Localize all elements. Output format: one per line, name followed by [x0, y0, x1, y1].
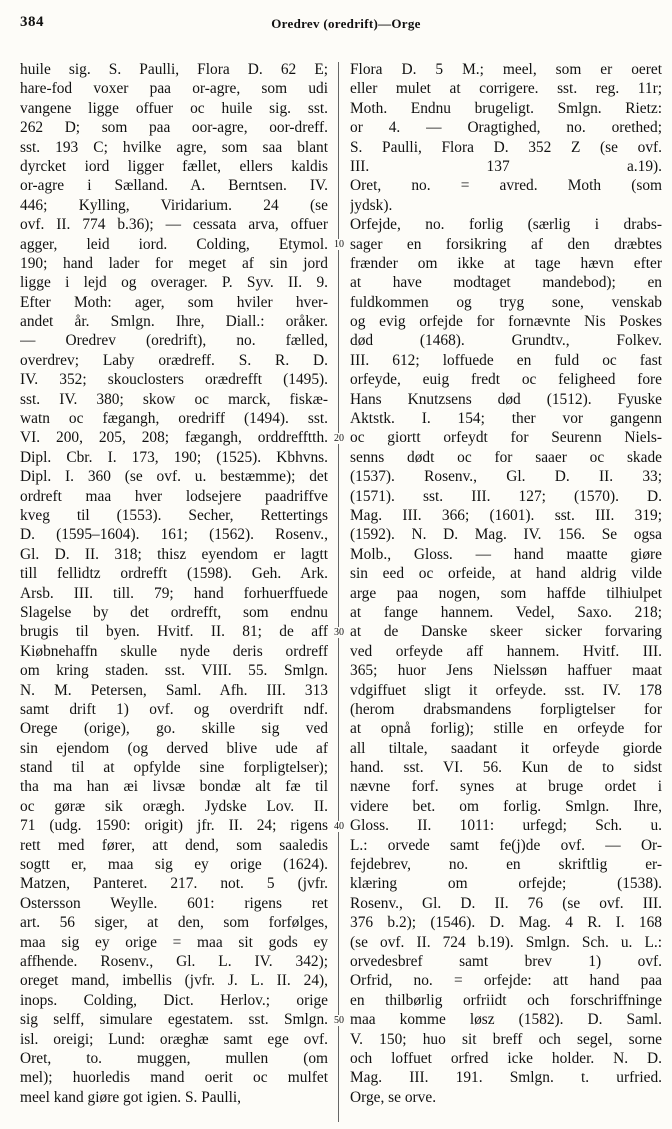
- text-line: isl. oreigi; Lund: oræghæ samt ege ovf.: [20, 1030, 328, 1048]
- text-line: tha ma han æi livsæ bondæ alt fæ til: [20, 778, 328, 796]
- text-line: maa komme løsz (1582). D. Saml.: [350, 1011, 662, 1029]
- text-line: Orfejde, no. forlig (særlig i drabs-: [350, 216, 662, 234]
- text-line: art. 56 siger, at den, som forfølges,: [20, 914, 328, 932]
- text-line: Matzen, Panteret. 217. not. 5 (jvfr.: [20, 875, 328, 893]
- left-column: [20, 60, 328, 1107]
- text-line: — Oredrev (oredrift), no. fælled,: [20, 332, 328, 350]
- text-line: hand. sst. VI. 56. Kun de to sidst: [350, 759, 662, 777]
- running-head: Oredrev (oredrift)—Orge: [271, 16, 421, 31]
- text-line: Orge, se orve.: [350, 1088, 437, 1106]
- text-line: or 4. — Oragtighed, no. orethed;: [350, 119, 662, 137]
- text-line: sager en forsikring af den dræbtes: [350, 235, 662, 253]
- line-number: 50: [330, 1015, 348, 1026]
- text-line: 190; hand lader for meget af sin jord: [20, 254, 328, 272]
- text-line: klæring om orfejde; (1538).: [350, 875, 662, 893]
- text-line: mel); huorledis mand oerit oc mulfet: [20, 1069, 328, 1087]
- text-line: ordreft maa hver lodsejere paadriffve: [20, 487, 328, 505]
- text-line: Slagelse by det ordrefft, som endnu: [20, 603, 328, 621]
- text-line: III. 137 a.19).: [350, 157, 662, 175]
- text-line: och loffuet orfred icke holder. N. D.: [350, 1049, 662, 1067]
- text-line: 262 D; som paa oor-agre, oor-dreff.: [20, 119, 328, 137]
- text-line: 365; huor Jens Nielssøn haffuer maat: [350, 662, 662, 680]
- text-line: Moth. Endnu brugeligt. Smlgn. Rietz:: [350, 99, 662, 117]
- text-line: Hans Knutzsens død (1512). Fyuske: [350, 390, 662, 408]
- text-line: IV. 352; skouclosters orædrefft (1495).: [20, 371, 328, 389]
- text-line: Gloss. II. 1011: urfegd; Sch. u.: [350, 817, 662, 835]
- text-line: N. M. Petersen, Saml. Afh. III. 313: [20, 681, 328, 699]
- text-line: oc gøræ sik orægh. Jydske Lov. II.: [20, 797, 328, 815]
- text-line: Ostersson Weylle. 601: rigens ret: [20, 894, 328, 912]
- column-rule: [338, 62, 339, 1122]
- text-line: Aktstk. I. 154; ther vor gangenn: [350, 410, 662, 428]
- text-line: 376 b.2); (1546). D. Mag. 4 R. I. 168: [350, 914, 662, 932]
- text-line: Orege (orige), go. skille sig ved: [20, 720, 328, 738]
- text-line: Arsb. III. till. 79; hand forhuerffuede: [20, 584, 328, 602]
- text-line: andet år. Smlgn. Ihre, Diall.: oråker.: [20, 313, 328, 331]
- text-line: ovf. II. 774 b.36); — cessata arva, offuer: [20, 216, 328, 234]
- text-line: Molb., Gloss. — hand maatte giøre: [350, 545, 662, 563]
- text-line: at de Danske skeer sicker forvaring: [350, 623, 662, 641]
- text-line: dyrcket iord ligger fællet, ellers kaldis: [20, 157, 328, 175]
- text-line: arge paa nogen, som haffde tilhiulpet: [350, 584, 662, 602]
- text-line: at opnå forlig); stille en orfeyde for: [350, 720, 662, 738]
- text-line: or-agre i Sælland. A. Berntsen. IV.: [20, 177, 328, 195]
- line-number: 20: [330, 433, 348, 444]
- text-line: maa sig ey orige = maa sit gods ey: [20, 933, 328, 951]
- page-number: 384: [20, 14, 44, 30]
- text-line: rett med fører, att dend, som saaledis: [20, 836, 328, 854]
- text-line: vdgiffuet sligt it orfeyde. sst. IV. 178: [350, 681, 662, 699]
- text-line: orvedesbref samt brev 1) ovf.: [350, 952, 662, 970]
- text-line: (1592). N. D. Mag. IV. 156. Se ogsa: [350, 526, 662, 544]
- text-line: (se ovf. II. 724 b.19). Smlgn. Sch. u. L.:: [350, 933, 662, 951]
- text-line: huile sig. S. Paulli, Flora D. 62 E;: [20, 61, 328, 78]
- text-line: at fange hannem. Vedel, Saxo. 218;: [350, 603, 662, 621]
- line-number: 30: [330, 627, 348, 638]
- right-column: [350, 60, 662, 1107]
- text-line: 71 (udg. 1590: origit) jfr. II. 24; rigens: [20, 817, 328, 835]
- text-line: sig selff, simulare egestatem. sst. Smlgn.: [20, 1011, 328, 1029]
- text-line: sogtt er, maa sig ey orige (1624).: [20, 856, 328, 874]
- line-number: 40: [330, 821, 348, 832]
- text-line: D. (1595–1604). 161; (1562). Rosenv.,: [20, 526, 328, 544]
- text-line: till fellidtz ordrefft (1598). Geh. Ark.: [20, 565, 328, 583]
- text-line: samt drift 1) ovf. og overdrift ndf.: [20, 700, 328, 718]
- text-line: Mag. III. 191. Smlgn. t. urfried.: [350, 1069, 662, 1087]
- text-line: Orfrid, no. = orfejde: att hand paa: [350, 972, 662, 990]
- text-line: inops. Colding, Dict. Herlov.; orige: [20, 991, 328, 1009]
- text-line: og evig orfejde for fornævnte Nis Poskes: [350, 313, 662, 331]
- text-line: (1537). Rosenv., Gl. D. II. 33;: [350, 468, 662, 486]
- text-line: affhende. Rosenv., Gl. L. IV. 342);: [20, 952, 328, 970]
- text-line: brugis til byen. Hvitf. II. 81; de aff: [20, 623, 328, 641]
- text-line: Mag. III. 366; (1601). sst. III. 319;: [350, 506, 662, 524]
- text-line: stand til at opfylde sine forpligtelser);: [20, 759, 328, 777]
- text-line: ligge i lejd og overager. P. Syv. II. 9.: [20, 274, 328, 292]
- text-line: senns dødt oc for saaer oc skade: [350, 448, 662, 466]
- text-line: sin eed oc orfeide, at hand aldrig vilde: [350, 565, 662, 583]
- text-line: nævne forf. synes at bruge ordet i: [350, 778, 662, 796]
- text-line: all tiltale, saadant it orfeyde giorde: [350, 739, 662, 757]
- text-line: ved orfeyde aff hannem. Hvitf. III.: [350, 642, 662, 660]
- text-line: Dipl. Cbr. I. 173, 190; (1525). Kbhvns.: [20, 448, 328, 466]
- text-line: sst. IV. 380; skow oc marck, fiskæ-: [20, 390, 328, 408]
- text-line: sin ejendom (og derved blive ude af: [20, 739, 328, 757]
- text-line: oreget mand, imbellis (jvfr. J. L. II. 24),: [20, 972, 328, 990]
- text-line: overdrev; Laby orædreff. S. R. D.: [20, 351, 328, 369]
- text-line: (herom drabsmandens forpligtelser for: [350, 700, 662, 718]
- text-line: oc giortt orfeydt for Seurenn Niels-: [350, 429, 662, 447]
- text-line: Dipl. I. 360 (se ovf. u. bestæmme); det: [20, 468, 328, 486]
- text-line: sst. 193 C; hvilke agre, som saa blant: [20, 138, 328, 156]
- text-line: V. 150; huo sit breff och segel, sorne: [350, 1030, 662, 1048]
- text-line: om kring staden. sst. VIII. 55. Smlgn.: [20, 662, 328, 680]
- text-line: orfeyde, euig fredt oc feligheed fore: [350, 371, 662, 389]
- text-line: III. 612; loffuede en fuld oc fast: [350, 351, 662, 369]
- text-line: frænder om ikke at tage hævn efter: [350, 254, 662, 272]
- text-line: kveg til (1553). Secher, Rettertings: [20, 506, 328, 524]
- text-line: S. Paulli, Flora D. 352 Z (se ovf.: [350, 138, 662, 156]
- text-line: watn oc fægangh, oredriff (1494). sst.: [20, 410, 328, 428]
- text-line: eller mulet at corrigere. sst. reg. 11r;: [350, 80, 662, 98]
- text-line: 446; Kylling, Viridarium. 24 (se: [20, 196, 328, 214]
- text-line: hare-fod voxer paa or-agre, som udi: [20, 80, 328, 98]
- text-line: jydsk).: [350, 196, 393, 214]
- text-line: Oret, to. muggen, mullen (om: [20, 1049, 328, 1067]
- text-line: meel kand giøre got igien. S. Paulli,: [20, 1088, 241, 1106]
- text-line: en thilbørlig orfriidt och forschriffninge: [350, 991, 662, 1009]
- text-line: (1571). sst. III. 127; (1570). D.: [350, 487, 662, 505]
- line-number: 10: [330, 239, 348, 250]
- text-line: videre bet. om forlig. Smlgn. Ihre,: [350, 797, 662, 815]
- text-line: Gl. D. II. 318; thisz eyendom er lagtt: [20, 545, 328, 563]
- text-line: L.: orvede samt fe(j)de ovf. — Or-: [350, 836, 662, 854]
- text-line: VI. 200, 205, 208; fægangh, orddrefftth.: [20, 429, 328, 447]
- text-line: Kiøbnehaffn skulle nyde deris ordreff: [20, 642, 328, 660]
- text-line: fuldkommen og tryg sone, venskab: [350, 293, 662, 311]
- text-line: Rosenv., Gl. D. II. 76 (se ovf. III.: [350, 894, 662, 912]
- text-line: at have modtaget mandebod); en: [350, 274, 662, 292]
- text-line: Efter Moth: ager, som hviler hver-: [20, 293, 328, 311]
- text-line: fejdebrev, no. en skriftlig er-: [350, 856, 662, 874]
- text-line: Flora D. 5 M.; meel, som er oeret: [350, 61, 662, 78]
- text-line: agger, leid iord. Colding, Etymol.: [20, 235, 328, 253]
- text-line: vangene ligge offuer oc huile sig. sst.: [20, 99, 328, 117]
- text-line: død (1468). Grundtv., Folkev.: [350, 332, 662, 350]
- text-line: Oret, no. = avred. Moth (som: [350, 177, 662, 195]
